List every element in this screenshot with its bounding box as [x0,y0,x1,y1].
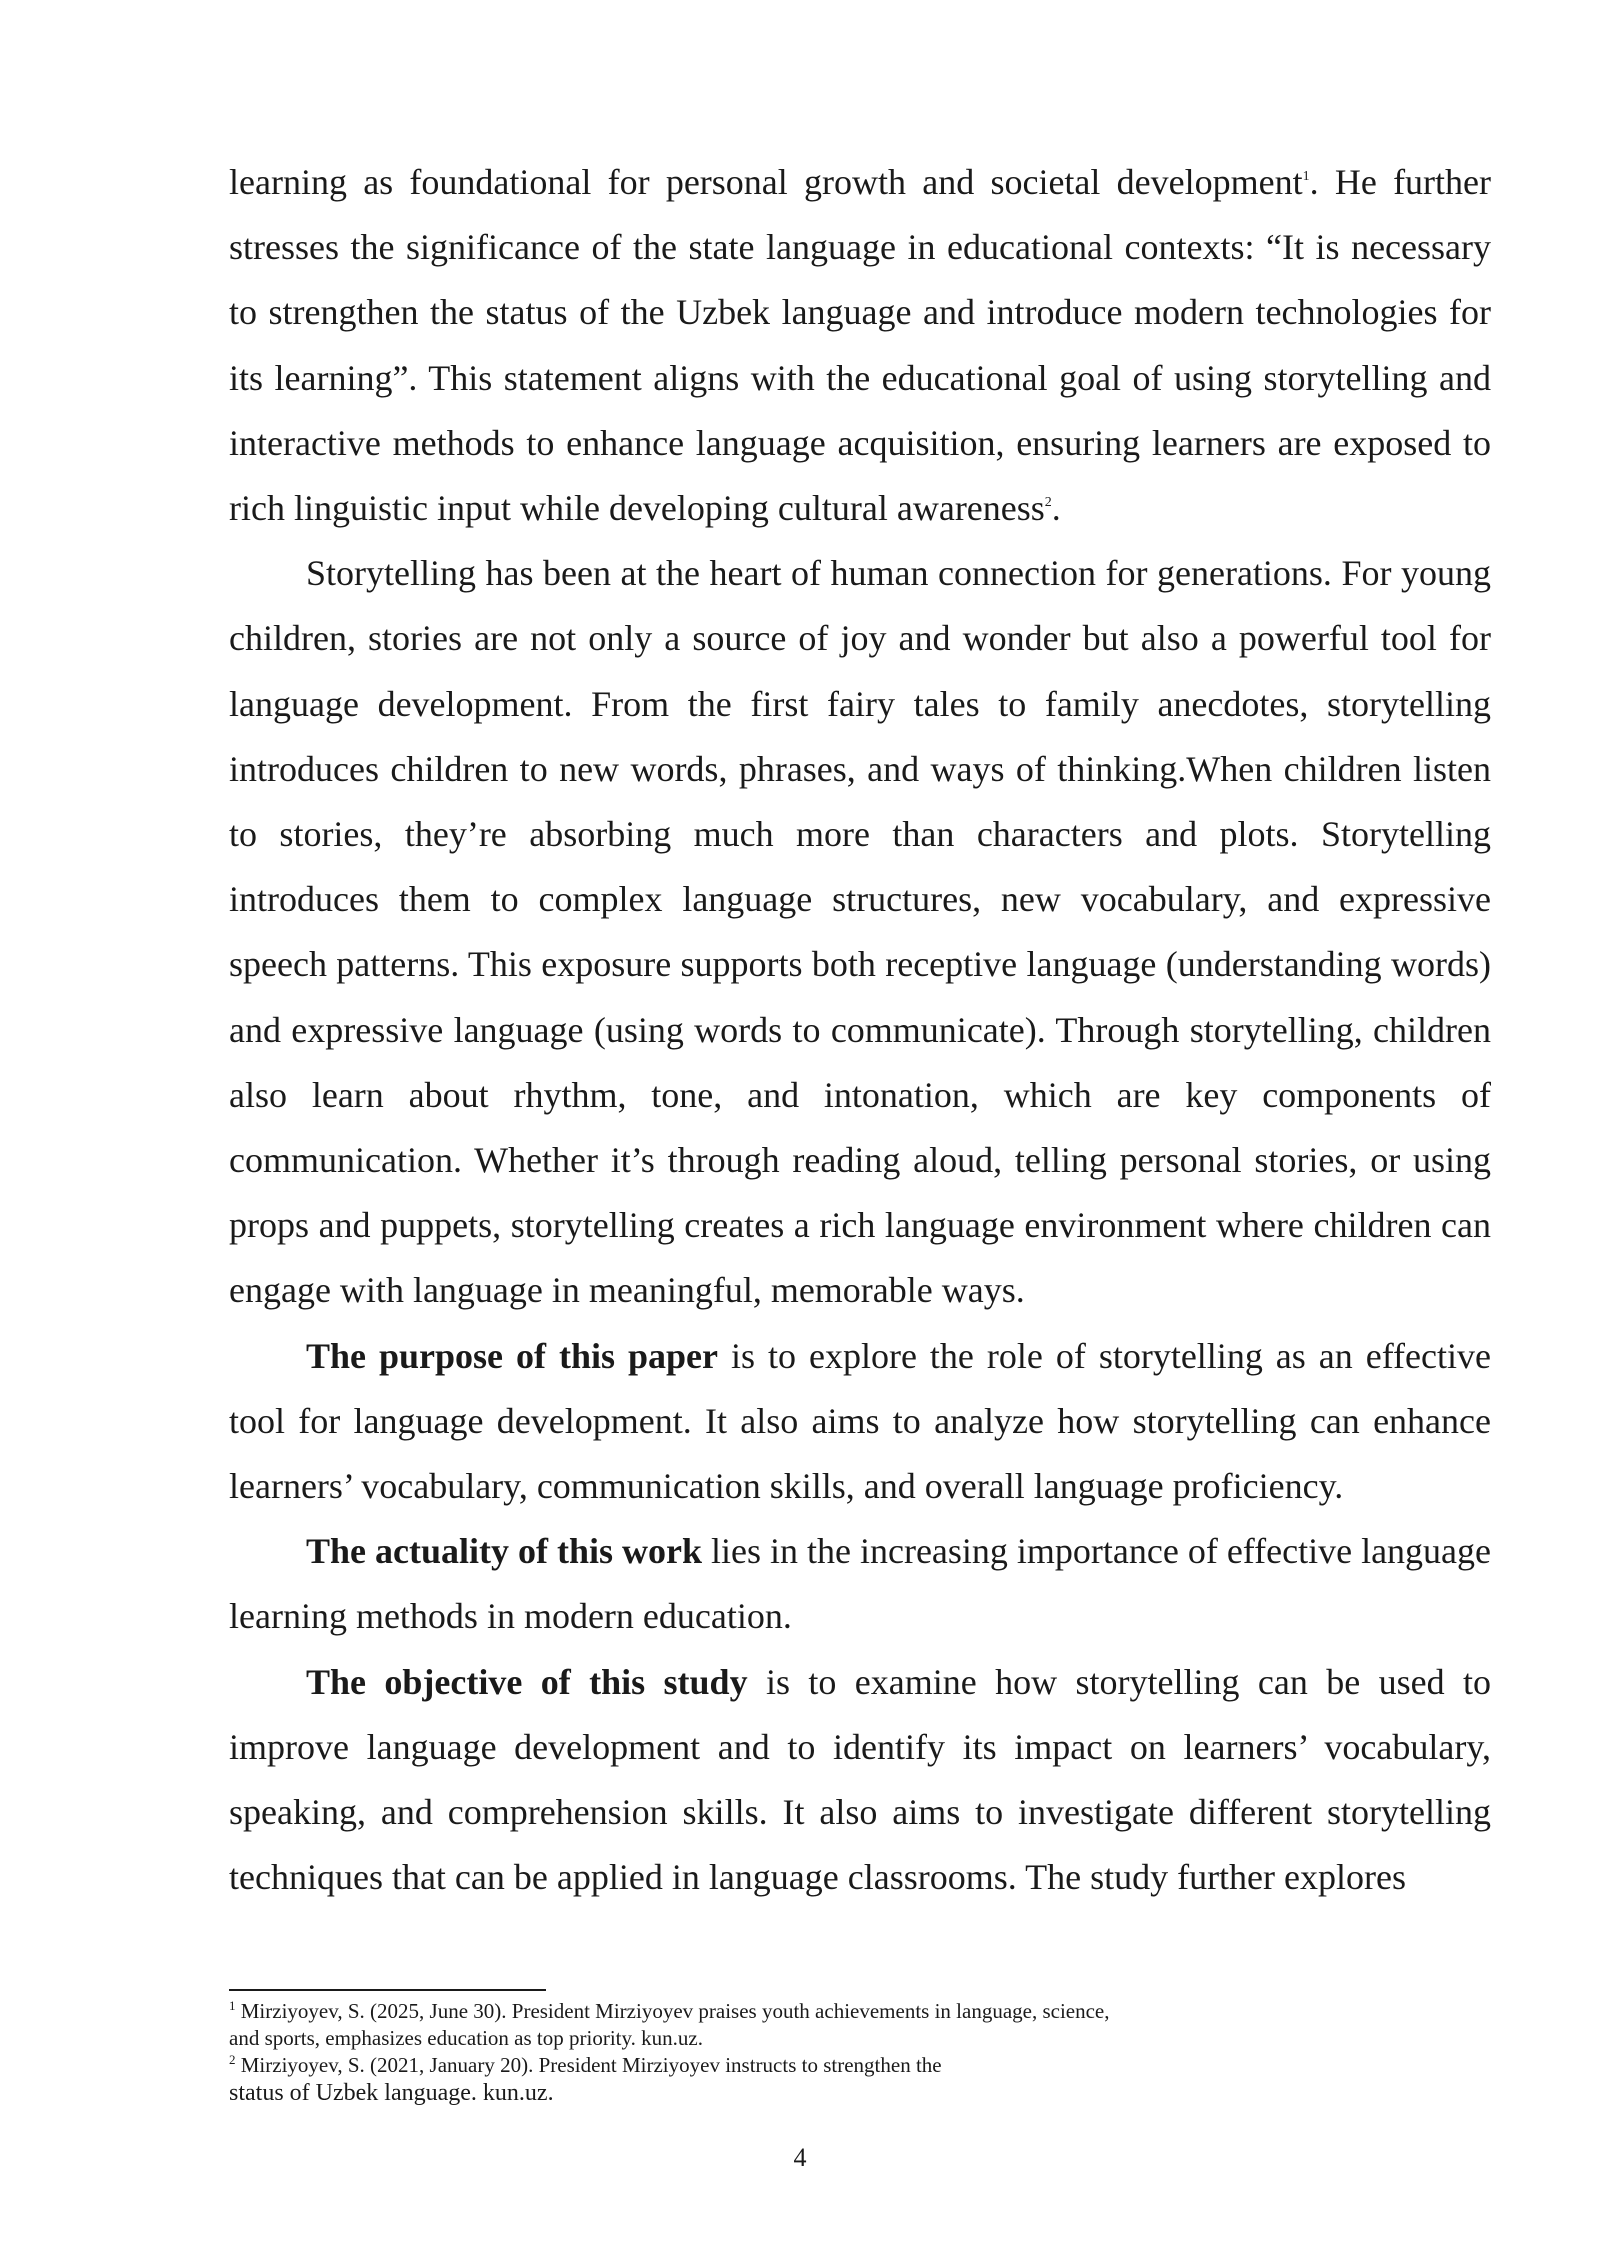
paragraph-2-text: Storytelling has been at the heart of human connection for generations. For young children, stories are not only a source of joy and wonder but also a powerful tool for language development. From the first fairy tales to family anecdotes, storytelling introduces children to new words, phrases, and ways of thinking.When children listen to stories, they’re absorbing much more than characters and plots. Storytelling introduces them to complex language structures, new vocabulary, and expressive speech patterns. This exposure supports both receptive language (understanding words) and expressive language (using words to communicate). Through storytelling, children also learn about rhythm, tone, and intonation, which are key components of communication. Whether it’s through reading aloud, telling personal stories, or using props and puppets, storytelling creates a rich language environment where children can engage with language in meaningful, memorable ways. [229,553,1491,1311]
paragraph-actuality [229,1519,1491,1649]
page-number: 4 [793,2143,807,2172]
footnote-separator [229,1989,546,1991]
objective-heading: The objective of this study [306,1661,748,1702]
objective-text: is to examine how storytelling can be used to improve language development and to identify its impact on learners’ vocabulary, speaking, and comprehension skills. It also aims to investigate different storytelling techniques that can be applied in language classrooms. The study further explores [229,1661,1491,1898]
purpose-text: is to explore the role of storytelling as an effective tool for language development. It also aims to analyze how storytelling can enhance learners’ vocabulary, communication skills, and overall language proficiency. [229,1335,1491,1507]
paragraph-1-text-c: . [1051,488,1061,529]
paragraph-1 [229,150,1491,541]
footnote-2-text: Mirziyoyev, S. (2021, January 20). President Mirziyoyev instructs to strengthen the [235,2053,942,2077]
footnote-ref-2[interactable]: 2 [1044,495,1052,511]
paragraph-objective [229,1650,1491,1911]
purpose-heading: The purpose of this paper [306,1335,719,1376]
paragraph-purpose [229,1324,1491,1520]
footnote-2-continuation: status of Uzbek language. kun.uz. [229,2080,554,2106]
footnote-1-text: Mirziyoyev, S. (2025, June 30). President Mirziyoyev praises youth achievements in language, science, and sports, emphasizes education as top priority. kun.uz. [229,1999,1110,2050]
paragraph-2 [229,541,1491,1323]
paragraph-1-text-b: . He further stresses the significance of the state language in educational contexts: “It is necessary to strengthen the status of the Uzbek language and introduce modern technologies for its learning”. This statement aligns with the educational goal of using storytelling and interactive methods to enhance language acquisition, ensuring learners are exposed to rich linguistic input while developing cultural awareness [229,162,1492,529]
footnotes [229,1998,1129,2108]
footnote-1-marker: 1 [229,1998,236,2013]
footnote-ref-1[interactable]: 1 [1302,169,1310,184]
actuality-text: lies in the increasing importance of effective language learning methods in modern education. [229,1531,1492,1637]
footnote-2-marker: 2 [229,2052,236,2067]
body-text [229,150,1491,1910]
footnote-2 [229,2052,1129,2079]
paragraph-1-text-a: learning as foundational for personal growth and societal development [229,162,1303,202]
footnote-1 [229,1998,1129,2052]
actuality-heading: The actuality of this work [306,1531,702,1572]
